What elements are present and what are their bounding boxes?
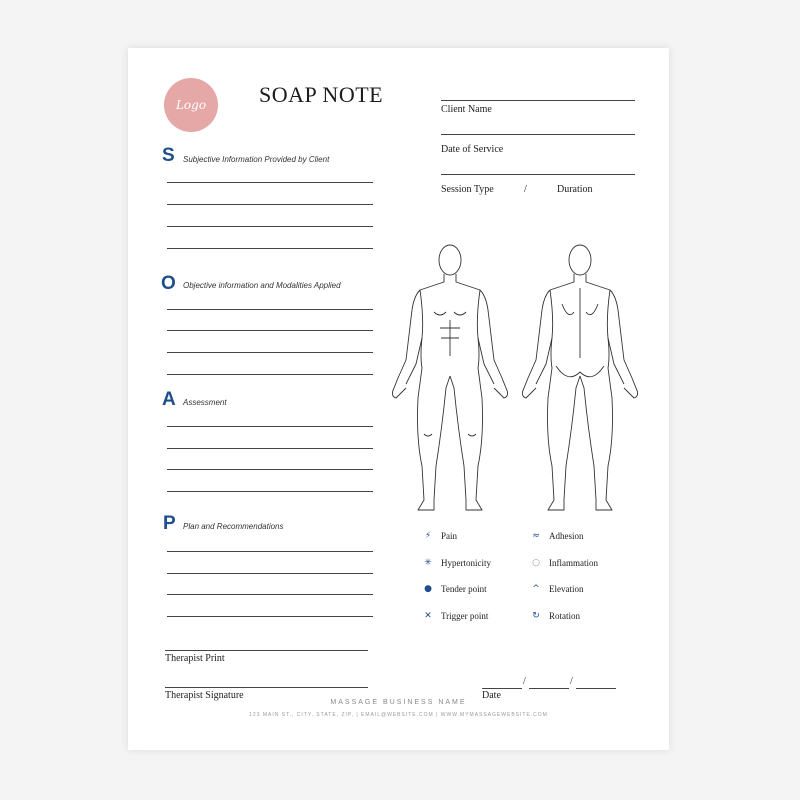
legend-rotation-label: Rotation	[549, 611, 580, 621]
lightning-icon: ⚡	[424, 531, 432, 541]
section-p-label: Plan and Recommendations	[183, 522, 284, 531]
legend-hypertonicity-label: Hypertonicity	[441, 558, 491, 568]
date-day-line[interactable]	[529, 688, 569, 689]
section-s-line[interactable]	[167, 204, 373, 205]
legend-adhesion-label: Adhesion	[549, 531, 584, 541]
dot-icon: ●	[424, 584, 432, 594]
legend-trigger-point	[421, 611, 488, 621]
footer-business-name: MASSAGE BUSINESS NAME	[330, 699, 467, 706]
caret-up-icon: ^	[532, 584, 540, 594]
therapist-print-line[interactable]	[165, 650, 368, 651]
legend-rotation	[529, 611, 580, 621]
footer-address: 123 MAIN ST., CITY, STATE, ZIP, | EMAIL@WEBSITE.COM | WWW.MYMASSAGEWEBSITE.COM	[249, 712, 548, 718]
date-separator: /	[570, 676, 573, 687]
legend-elevation-label: Elevation	[549, 584, 584, 594]
body-diagram[interactable]	[384, 238, 646, 514]
session-type-label: Session Type	[441, 184, 494, 195]
legend-tender-point-label: Tender point	[441, 584, 487, 594]
legend-tender-point	[421, 584, 487, 594]
section-s-label: Subjective Information Provided by Client	[183, 155, 330, 164]
section-o-line[interactable]	[167, 374, 373, 375]
session-line[interactable]	[441, 174, 635, 175]
page-title: SOAP NOTE	[259, 82, 384, 107]
circle-icon: ○	[532, 558, 540, 568]
legend-pain-label: Pain	[441, 531, 458, 541]
section-a-line[interactable]	[167, 491, 373, 492]
section-a-line[interactable]	[167, 469, 373, 470]
therapist-signature-line[interactable]	[165, 687, 368, 688]
date-field[interactable]	[482, 678, 618, 690]
section-s-letter: S	[162, 145, 175, 166]
date-of-service-line[interactable]	[441, 134, 635, 135]
section-p-line[interactable]	[167, 573, 373, 574]
section-p-line[interactable]	[167, 594, 373, 595]
section-o-letter: O	[161, 273, 176, 294]
section-o-line[interactable]	[167, 352, 373, 353]
section-a-line[interactable]	[167, 448, 373, 449]
legend-inflammation-label: Inflammation	[549, 558, 598, 568]
legend-inflammation	[529, 558, 598, 568]
legend-adhesion	[529, 531, 584, 541]
client-name-line[interactable]	[441, 100, 635, 101]
section-o-label: Objective information and Modalities Applied	[183, 281, 341, 290]
section-a-letter: A	[162, 389, 176, 410]
date-separator: /	[523, 676, 526, 687]
waves-icon: ≈	[532, 531, 540, 541]
section-p-line[interactable]	[167, 616, 373, 617]
section-o-line[interactable]	[167, 309, 373, 310]
section-a-line[interactable]	[167, 426, 373, 427]
section-a-label: Assessment	[183, 398, 227, 407]
section-s-line[interactable]	[167, 248, 373, 249]
logo-badge	[164, 78, 218, 132]
soap-note-page	[128, 48, 669, 750]
back-body-figure	[522, 245, 637, 510]
section-o-line[interactable]	[167, 330, 373, 331]
therapist-print-label: Therapist Print	[165, 653, 225, 664]
section-p-line[interactable]	[167, 551, 373, 552]
date-of-service-label: Date of Service	[441, 144, 504, 155]
date-year-line[interactable]	[576, 688, 616, 689]
logo-text: Logo	[175, 98, 207, 112]
section-s-line[interactable]	[167, 182, 373, 183]
session-separator: /	[524, 184, 527, 195]
section-p-letter: P	[163, 513, 176, 534]
date-month-line[interactable]	[482, 688, 522, 689]
legend-pain	[421, 531, 457, 541]
legend-trigger-point-label: Trigger point	[441, 611, 489, 621]
client-name-label: Client Name	[441, 104, 492, 115]
date-label: Date	[482, 690, 501, 701]
x-icon: ✕	[424, 611, 432, 621]
section-s-line[interactable]	[167, 226, 373, 227]
therapist-signature-label: Therapist Signature	[165, 690, 244, 701]
duration-label: Duration	[557, 184, 593, 195]
legend-hypertonicity	[421, 558, 491, 568]
legend-elevation	[529, 584, 584, 594]
front-body-figure	[392, 245, 507, 510]
rotate-icon: ↻	[532, 611, 540, 621]
asterisk-icon: ✳	[424, 558, 432, 568]
